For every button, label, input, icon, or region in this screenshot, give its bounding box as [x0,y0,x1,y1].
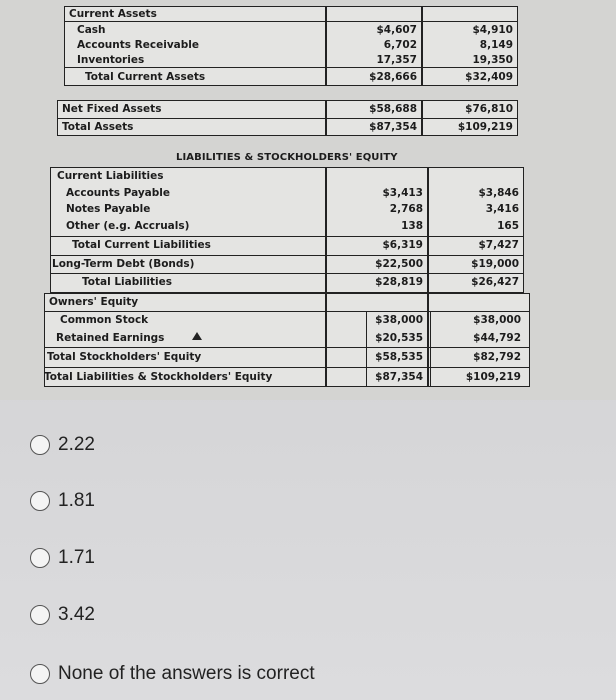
radio-icon[interactable] [30,664,50,684]
answer-option-3-label: 1.71 [58,547,95,568]
total-liabilities-equity-year2: $109,219 [465,371,521,383]
net-fixed-assets-label: Net Fixed Assets [62,103,162,115]
inventories-year2: 19,350 [472,54,513,66]
total-liabilities-year1: $28,819 [375,276,423,288]
answer-option-1-label: 2.22 [58,434,95,455]
total-current-liabilities-year1: $6,319 [382,239,423,251]
total-liabilities-equity-label: Total Liabilities & Stockholders' Equity [44,371,273,383]
long-term-debt-label: Long-Term Debt (Bonds) [52,258,195,270]
retained-earnings-year1: $20,535 [375,332,423,344]
total-liabilities-label: Total Liabilities [82,276,173,288]
total-current-assets-year1: $28,666 [369,71,417,83]
common-stock-label: Common Stock [60,314,149,326]
answer-option-5-label: None of the answers is correct [58,663,315,684]
inventories-year1: 17,357 [376,54,417,66]
total-assets-year1: $87,354 [369,121,417,133]
answer-option-4-label: 3.42 [58,604,95,625]
long-term-debt-year1: $22,500 [375,258,423,270]
accounts-payable-label: Accounts Payable [66,187,171,199]
total-liabilities-equity-year1: $87,354 [375,371,423,383]
answer-option-4[interactable] [30,604,95,626]
cash-label: Cash [77,24,106,36]
total-current-liabilities-label: Total Current Liabilities [72,239,211,251]
notes-payable-year2: 3,416 [485,203,519,215]
common-stock-year2: $38,000 [473,314,521,326]
total-assets-year2: $109,219 [457,121,513,133]
accounts-receivable-year2: 8,149 [479,39,513,51]
radio-icon[interactable] [30,548,50,568]
total-stockholders-equity-year1: $58,535 [375,351,423,363]
common-stock-year1: $38,000 [375,314,423,326]
total-assets-label: Total Assets [62,121,134,133]
cash-year1: $4,607 [376,24,417,36]
owners-equity-heading: Owners' Equity [49,296,139,308]
accounts-receivable-label: Accounts Receivable [77,39,199,51]
inventories-label: Inventories [77,54,145,66]
total-current-assets-label: Total Current Assets [85,71,206,83]
net-fixed-assets-year2: $76,810 [465,103,513,115]
net-fixed-assets-year1: $58,688 [369,103,417,115]
total-liabilities-year2: $26,427 [471,276,519,288]
radio-icon[interactable] [30,605,50,625]
total-current-assets-year2: $32,409 [465,71,513,83]
answer-options [0,400,616,700]
other-accruals-year1: 138 [401,220,423,232]
answer-option-3[interactable] [30,547,95,569]
answer-option-5[interactable] [30,663,315,685]
other-accruals-year2: 165 [497,220,519,232]
radio-icon[interactable] [30,435,50,455]
cash-year2: $4,910 [472,24,513,36]
accounts-payable-year1: $3,413 [382,187,423,199]
other-accruals-label: Other (e.g. Accruals) [66,220,190,232]
answer-option-2[interactable] [30,490,95,512]
retained-earnings-year2: $44,792 [473,332,521,344]
long-term-debt-year2: $19,000 [471,258,519,270]
retained-earnings-label: Retained Earnings [56,332,165,344]
answer-option-1[interactable] [30,434,95,456]
accounts-payable-year2: $3,846 [478,187,519,199]
total-stockholders-equity-label: Total Stockholders' Equity [47,351,202,363]
accounts-receivable-year1: 6,702 [383,39,417,51]
total-stockholders-equity-year2: $82,792 [473,351,521,363]
answer-option-2-label: 1.81 [58,490,95,511]
total-current-liabilities-year2: $7,427 [478,239,519,251]
liabilities-section-title: LIABILITIES & STOCKHOLDERS' EQUITY [176,152,398,163]
notes-payable-label: Notes Payable [66,203,151,215]
notes-payable-year1: 2,768 [389,203,423,215]
current-assets-heading: Current Assets [69,8,157,20]
current-liabilities-heading: Current Liabilities [57,170,164,182]
mouse-cursor-icon [192,332,202,340]
radio-icon[interactable] [30,491,50,511]
